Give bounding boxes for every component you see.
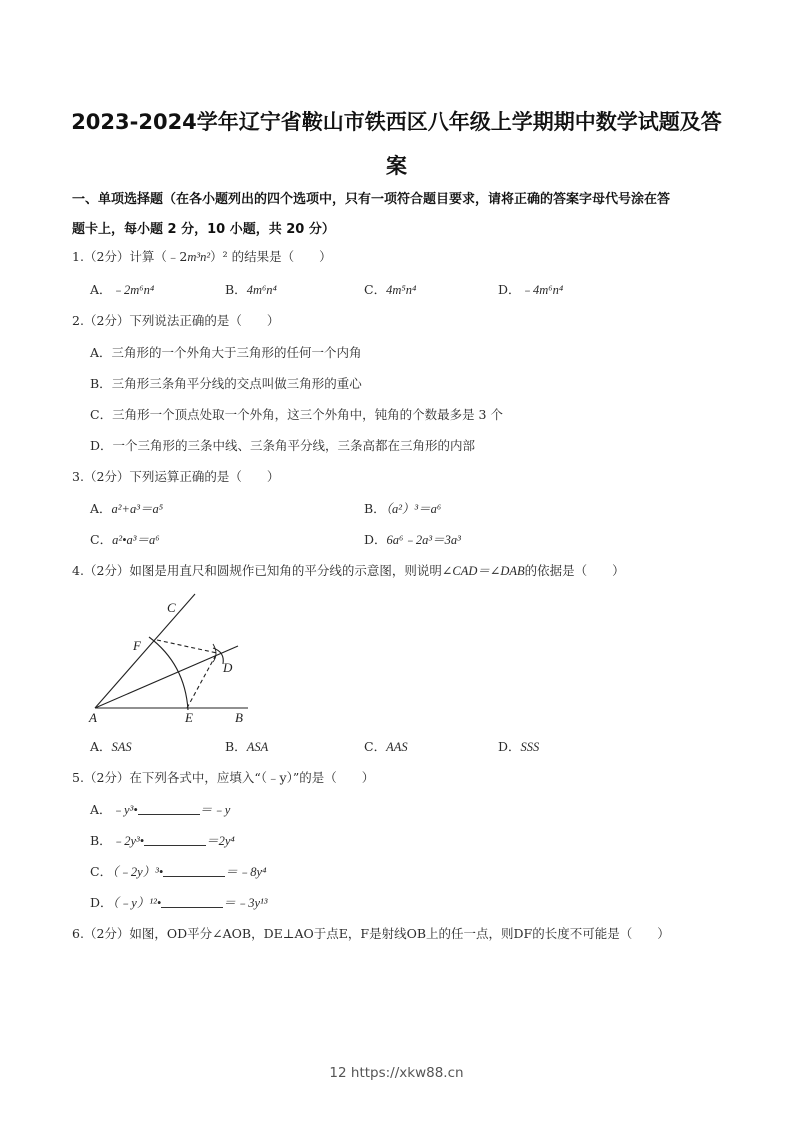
- question-4-option-d[interactable]: [498, 738, 539, 756]
- question-3-option-c[interactable]: [90, 531, 160, 549]
- stem-text: 如图是用直尺和圆规作已知角的平分线的示意图，则说明: [129, 563, 442, 578]
- option-left: ﹣2y³•: [111, 834, 145, 848]
- option-left: （﹣2y）³•: [112, 865, 164, 879]
- question-1-option-a[interactable]: [90, 281, 154, 299]
- option-label: C．: [90, 864, 113, 879]
- option-text: ﹣2m⁶n⁴: [111, 283, 155, 297]
- question-number: 6.: [72, 926, 84, 941]
- option-text: 4m⁵n⁴: [386, 283, 417, 297]
- page-title: [60, 100, 733, 188]
- option-text: 三角形三条角平分线的交点叫做三角形的重心: [111, 376, 362, 391]
- option-label: B．: [90, 376, 112, 391]
- question-5-option-c[interactable]: [90, 863, 266, 881]
- stem-text: 下列说法正确的是（ ）: [129, 313, 280, 328]
- question-5-option-b[interactable]: [90, 832, 235, 850]
- question-5-option-a[interactable]: [90, 801, 230, 819]
- question-3-option-a[interactable]: [90, 500, 163, 518]
- option-text: a²•a³＝a⁶: [112, 533, 160, 547]
- label-c: C: [167, 600, 176, 615]
- option-label: D．: [498, 282, 521, 297]
- question-4-option-c[interactable]: [364, 738, 408, 756]
- page-footer: 12 https://xkw88.cn: [329, 1065, 464, 1081]
- option-label: C．: [364, 282, 387, 297]
- title-line-2: 案: [386, 154, 407, 178]
- option-text: SAS: [111, 740, 132, 754]
- question-1-option-b[interactable]: [225, 281, 277, 299]
- fill-blank: [161, 895, 223, 908]
- option-label: C．: [90, 407, 113, 422]
- option-right: ＝﹣y: [199, 803, 231, 817]
- question-number: 1.: [72, 249, 84, 264]
- option-text: （a²）³＝a⁶: [385, 502, 442, 516]
- option-label: D．: [90, 895, 113, 910]
- question-points: （2分）: [83, 770, 130, 785]
- question-4-stem: [72, 562, 625, 580]
- option-text: 6a⁶﹣2a³＝3a³: [386, 533, 461, 547]
- fill-blank: [163, 864, 225, 877]
- stem-text: 在下列各式中，应填入“（﹣y）”的是（ ）: [129, 770, 375, 785]
- option-label: A．: [90, 501, 112, 516]
- option-label: D．: [498, 739, 521, 754]
- stem-math: ∠CAD＝∠DAB: [441, 564, 525, 578]
- question-number: 4.: [72, 563, 84, 578]
- question-2-option-d[interactable]: [90, 437, 475, 455]
- option-text: 4m⁶n⁴: [246, 283, 277, 297]
- fill-blank: [144, 833, 206, 846]
- question-3-stem: [72, 468, 279, 486]
- section-heading-line-2: 题卡上，每小题 2 分，10 小题，共 20 分）: [72, 222, 335, 237]
- question-1-option-d[interactable]: [498, 281, 563, 299]
- option-label: C．: [90, 532, 113, 547]
- option-text: 三角形的一个外角大于三角形的任何一个内角: [111, 345, 362, 360]
- option-label: A．: [90, 282, 112, 297]
- option-left: ﹣y³•: [111, 803, 138, 817]
- question-5-stem: [72, 769, 374, 787]
- question-points: （2分）: [83, 313, 130, 328]
- section-heading-line-1: 一、单项选择题（在各小题列出的四个选项中，只有一项符合题目要求，请将正确的答案字母代号涂在答: [72, 192, 671, 207]
- question-number: 2.: [72, 313, 84, 328]
- question-1-stem: [72, 248, 332, 266]
- option-right: ＝﹣3y¹³: [223, 896, 268, 910]
- option-right: ＝﹣8y⁴: [225, 865, 267, 879]
- label-e: E: [185, 710, 193, 725]
- fill-blank: [138, 802, 200, 815]
- question-2-option-b[interactable]: [90, 375, 362, 393]
- stem-text: 如图，OD平分∠AOB，DE⊥AO于点E，F是射线OB上的任一点，则DF的长度不可能是（ ）: [129, 926, 670, 941]
- label-d: D: [223, 660, 233, 675]
- question-3-option-d[interactable]: [364, 531, 461, 549]
- question-6-stem: [72, 925, 670, 943]
- question-3-option-b[interactable]: [364, 500, 441, 518]
- question-4-option-a[interactable]: [90, 738, 132, 756]
- option-text: SSS: [520, 740, 540, 754]
- label-a: A: [89, 710, 97, 725]
- option-right: ＝2y⁴: [206, 834, 235, 848]
- option-label: B．: [90, 833, 112, 848]
- title-line-1: 2023-2024学年辽宁省鞍山市铁西区八年级上学期期中数学试题及答: [71, 110, 722, 134]
- option-label: D．: [364, 532, 387, 547]
- question-1-option-c[interactable]: [364, 281, 416, 299]
- option-text: ﹣4m⁶n⁴: [520, 283, 564, 297]
- stem-math: m³n²: [187, 250, 211, 264]
- option-text: AAS: [386, 740, 408, 754]
- question-number: 5.: [72, 770, 84, 785]
- option-label: B．: [225, 739, 247, 754]
- question-2-stem: [72, 312, 279, 330]
- question-points: （2分）: [83, 926, 130, 941]
- option-left: （﹣y）¹²•: [112, 896, 162, 910]
- option-label: C．: [364, 739, 387, 754]
- option-text: 一个三角形的三条中线、三条角平分线，三条高都在三角形的内部: [112, 438, 476, 453]
- option-label: A．: [90, 345, 112, 360]
- stem-text: 计算（﹣2: [129, 249, 188, 264]
- question-points: （2分）: [83, 249, 130, 264]
- option-text: a²+a³＝a⁵: [111, 502, 164, 516]
- question-4-option-b[interactable]: [225, 738, 268, 756]
- option-label: D．: [90, 438, 113, 453]
- stem-text: 下列运算正确的是（ ）: [129, 469, 280, 484]
- label-b: B: [235, 710, 243, 725]
- option-label: A．: [90, 739, 112, 754]
- question-points: （2分）: [83, 469, 130, 484]
- label-f: F: [133, 638, 141, 653]
- question-2-option-c[interactable]: [90, 406, 503, 424]
- question-number: 3.: [72, 469, 84, 484]
- question-points: （2分）: [83, 563, 130, 578]
- option-text: ASA: [246, 740, 269, 754]
- option-text: 三角形一个顶点处取一个外角，这三个外角中，钝角的个数最多是 3 个: [112, 407, 503, 422]
- angle-bisector-figure: [85, 592, 265, 727]
- section-heading: [72, 185, 727, 245]
- option-label: A．: [90, 802, 112, 817]
- option-label: B．: [225, 282, 247, 297]
- option-label: B．: [364, 501, 386, 516]
- question-2-option-a[interactable]: [90, 344, 362, 362]
- stem-text: 的依据是（ ）: [524, 563, 625, 578]
- question-5-option-d[interactable]: [90, 894, 268, 912]
- stem-text: ）² 的结果是（ ）: [210, 249, 332, 264]
